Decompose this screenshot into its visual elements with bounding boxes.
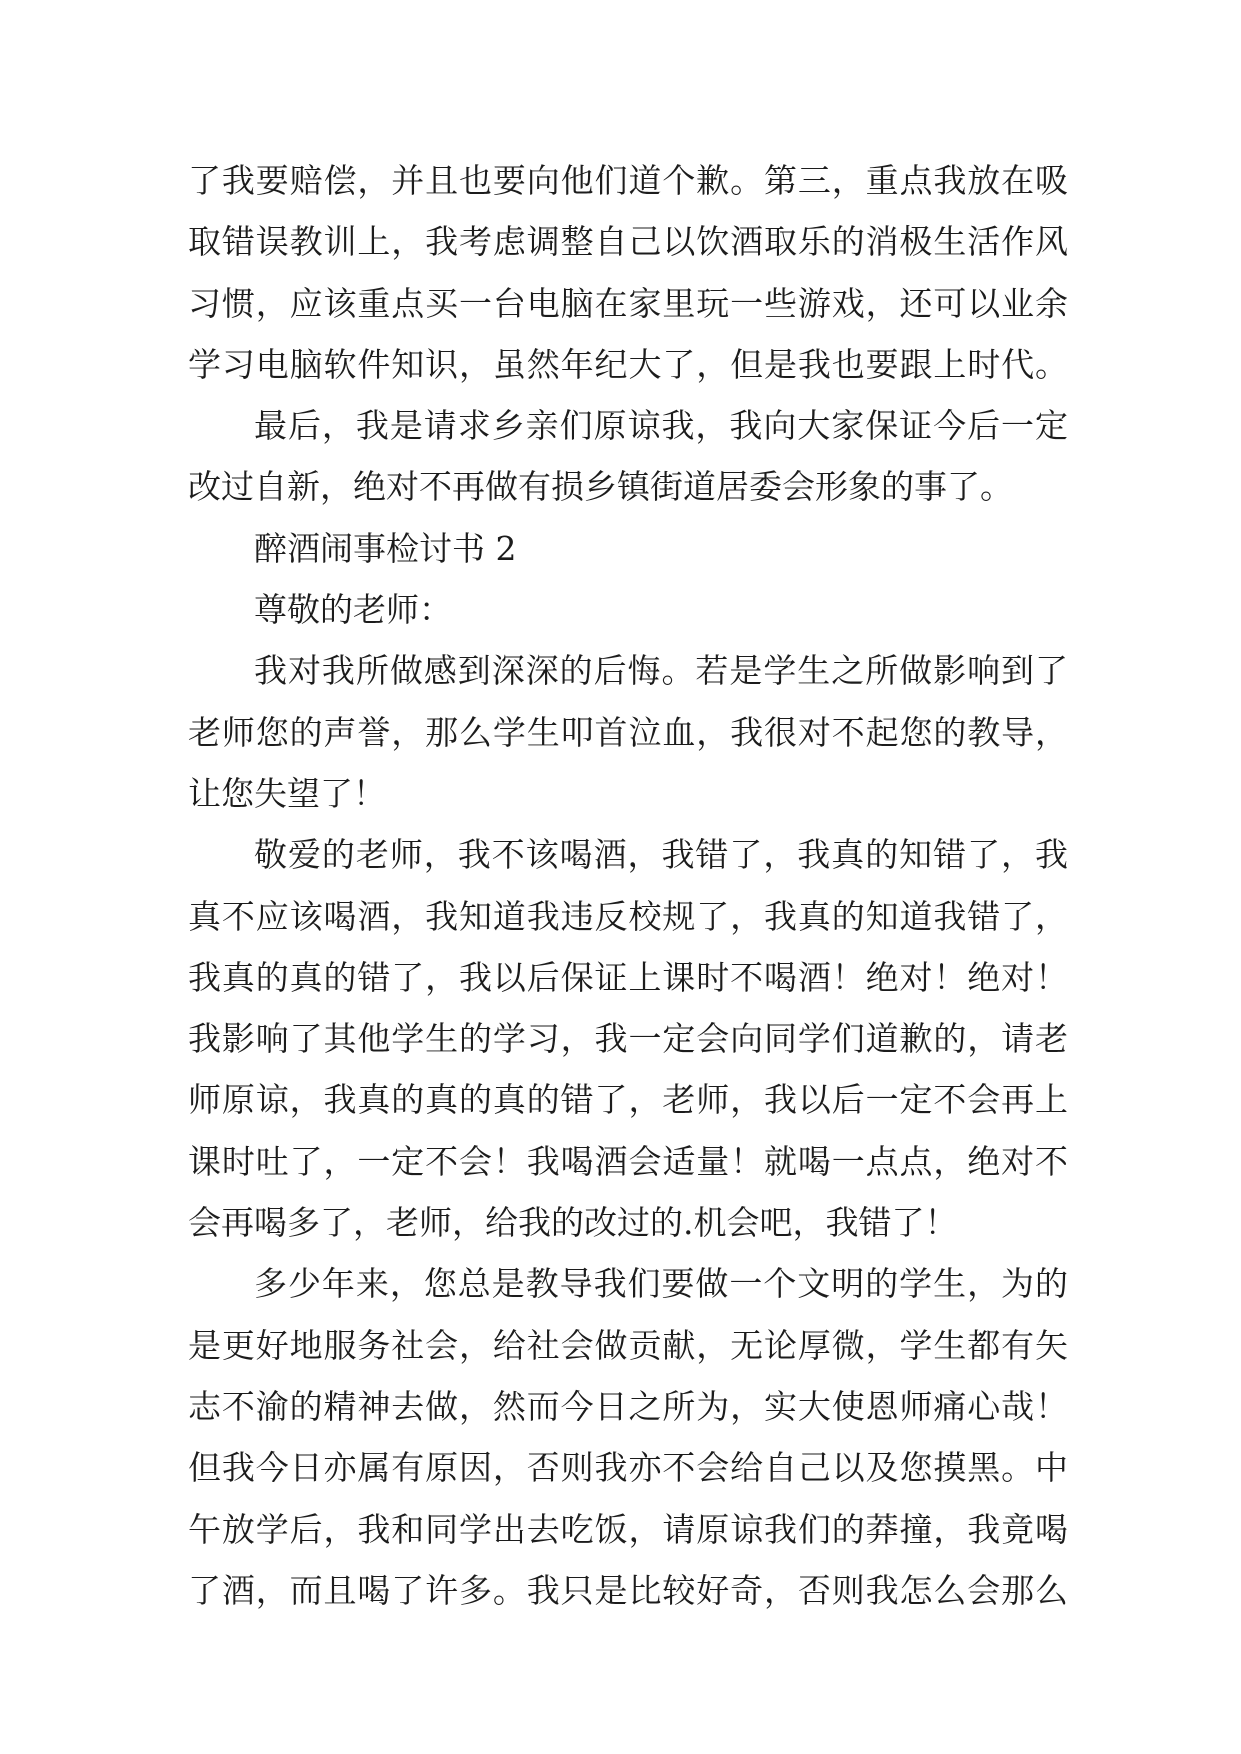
paragraph-first-line: 最后，我是请求乡亲们原谅我，我向大家保证今后一定 <box>254 406 1068 446</box>
section-title: 醉酒闹事检讨书 2 <box>254 528 517 568</box>
document-body <box>188 150 1068 1621</box>
paragraph-first-line: 敬爱的老师，我不该喝酒，我错了，我真的知错了，我 <box>254 835 1068 875</box>
salutation: 尊敬的老师： <box>254 590 452 630</box>
text-line: 了我要赔偿，并且也要向他们道个歉。第三，重点我放在吸 <box>188 161 1068 200</box>
text-line: 改过自新，绝对不再做有损乡镇街道居委会形象的事了。 <box>188 467 1013 507</box>
text-line: 老师您的声誉，那么学生叩首泣血，我很对不起您的教导， <box>188 712 1068 752</box>
text-line: 师原谅，我真的真的真的错了，老师，我以后一定不会再上 <box>188 1080 1068 1120</box>
text-line: 习惯，应该重点买一台电脑在家里玩一些游戏，还可以业余 <box>188 283 1068 323</box>
text-line: 午放学后，我和同学出去吃饭，请原谅我们的莽撞，我竟喝 <box>188 1509 1068 1549</box>
text-line: 真不应该喝酒，我知道我违反校规了，我真的知道我错了， <box>188 896 1068 936</box>
text-line: 取错误教训上，我考虑调整自己以饮酒取乐的消极生活作风 <box>188 222 1068 262</box>
paragraph-first-line: 多少年来，您总是教导我们要做一个文明的学生，为的 <box>254 1264 1068 1304</box>
text-line: 了酒，而且喝了许多。我只是比较好奇，否则我怎么会那么 <box>188 1570 1068 1610</box>
text-line: 学习电脑软件知识，虽然年纪大了，但是我也要跟上时代。 <box>188 344 1068 384</box>
text-line: 志不渝的精神去做，然而今日之所为，实大使恩师痛心哉！ <box>188 1386 1068 1426</box>
text-line: 会再喝多了，老师，给我的改过的.机会吧，我错了！ <box>188 1203 958 1243</box>
text-line: 我真的真的错了，我以后保证上课时不喝酒！绝对！绝对！ <box>188 957 1068 997</box>
text-line: 课时吐了，一定不会！我喝酒会适量！就喝一点点，绝对不 <box>188 1141 1068 1181</box>
text-line: 是更好地服务社会，给社会做贡献，无论厚微，学生都有矢 <box>188 1325 1068 1365</box>
text-line: 让您失望了！ <box>188 773 386 813</box>
text-line: 我影响了其他学生的学习，我一定会向同学们道歉的，请老 <box>188 1019 1068 1059</box>
text-line: 但我今日亦属有原因，否则我亦不会给自己以及您摸黑。中 <box>188 1448 1068 1488</box>
paragraph-first-line: 我对我所做感到深深的后悔。若是学生之所做影响到了 <box>254 651 1068 691</box>
